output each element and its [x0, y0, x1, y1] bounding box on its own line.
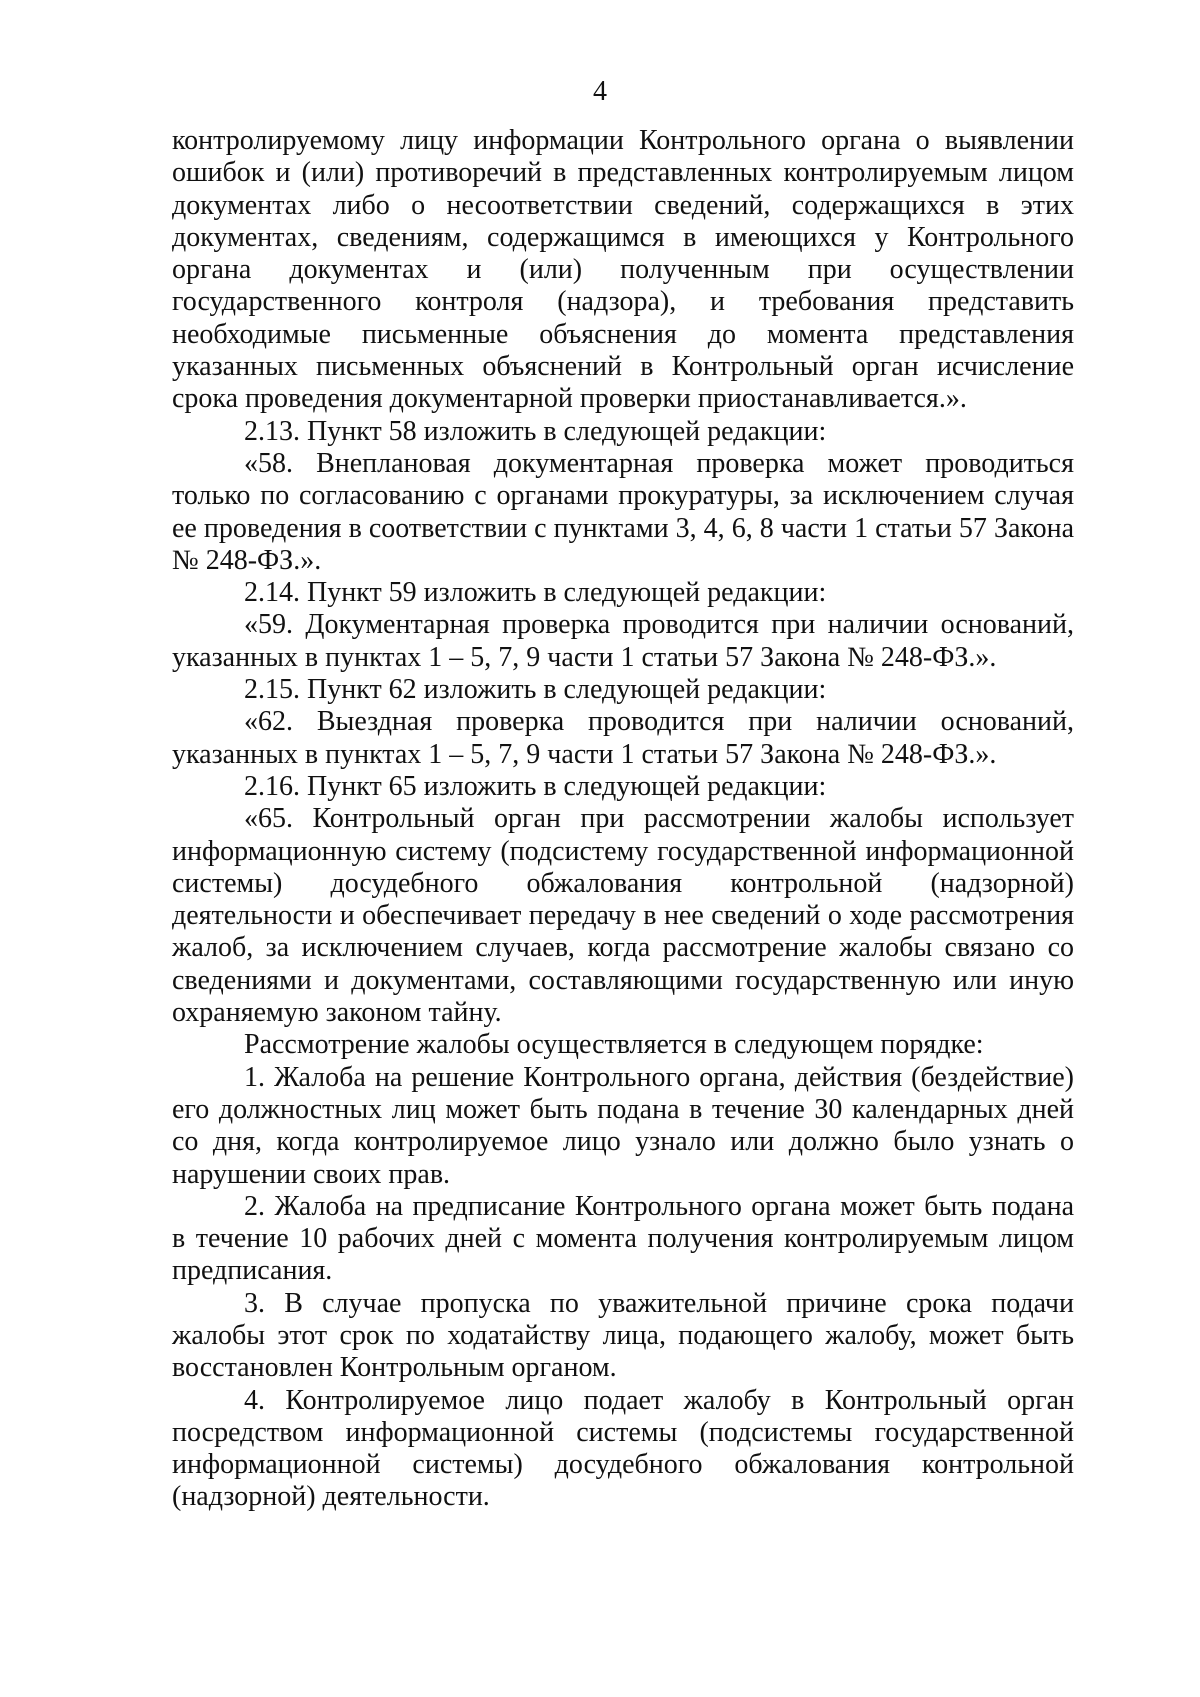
paragraph-item-2-16: 2.16. Пункт 65 изложить в следующей редакции:	[244, 770, 827, 802]
paragraph-list-item-3: 3. В случае пропуска по уважительной причине срока подачи жалобы этот срок по ходатайству лица, подающего жалобу, может быть восстановлен Контрольным органом.	[172, 1287, 1074, 1384]
paragraph-list-item-4: 4. Контролируемое лицо подает жалобу в Контрольный орган посредством информационной системы (подсистемы государственной информационной системы) досудебного обжалования контрольной (надзорной) деятельности.	[172, 1384, 1074, 1513]
paragraph-item-2-13: 2.13. Пункт 58 изложить в следующей редакции:	[244, 415, 827, 447]
paragraph-item-2-14: 2.14. Пункт 59 изложить в следующей редакции:	[244, 577, 827, 609]
page-number: 4	[593, 76, 607, 107]
paragraph-quote-58: «58. Внеплановая документарная проверка может проводиться только по согласованию с органами прокуратуры, за исключением случая ее проведения в соответствии с пунктами 3, 4, 6, 8 части 1 статьи 57 Закона № 248-ФЗ.».	[172, 447, 1074, 576]
paragraph-list-item-2: 2. Жалоба на предписание Контрольного органа может быть подана в течение 10 рабочих дней с момента получения контролируемым лицом предписания.	[172, 1190, 1074, 1287]
paragraph-quote-62: «62. Выездная проверка проводится при наличии оснований, указанных в пунктах 1 – 5, 7, 9 части 1 статьи 57 Закона № 248-ФЗ.».	[172, 706, 1074, 770]
paragraph-quote-65: «65. Контрольный орган при рассмотрении жалобы использует информационную систему (подсистему государственной информационной системы) досудебного обжалования контрольной (надзорной) деятельности и обеспечивает передачу в нее сведений о ходе рассмотрения жалоб, за исключением случаев, когда рассмотрение жалобы связано со сведениями и документами, составляющими государственную или иную охраняемую законом тайну.	[172, 803, 1074, 1029]
document-body	[172, 125, 1074, 1514]
paragraph-continuation: контролируемому лицу информации Контрольного органа о выявлении ошибок и (или) противоречий в представленных контролируемым лицом документах либо о несоответствии сведений, содержащихся в этих документах, сведениям, содержащимся в имеющихся у Контрольного органа документах и (или) полученным при осуществлении государственного контроля (надзора), и требования представить необходимые письменные объяснения до момента представления указанных письменных объяснений в Контрольный орган исчисление срока проведения документарной проверки приостанавливается.».	[172, 125, 1074, 415]
paragraph-complaint-procedure: Рассмотрение жалобы осуществляется в следующем порядке:	[244, 1029, 984, 1061]
paragraph-list-item-1: 1. Жалоба на решение Контрольного органа, действия (бездействие) его должностных лиц может быть подана в течение 30 календарных дней со дня, когда контролируемое лицо узнало или должно было узнать о нарушении своих прав.	[172, 1061, 1074, 1190]
paragraph-quote-59: «59. Документарная проверка проводится при наличии оснований, указанных в пунктах 1 – 5, 7, 9 части 1 статьи 57 Закона № 248-ФЗ.».	[172, 609, 1074, 673]
paragraph-item-2-15: 2.15. Пункт 62 изложить в следующей редакции:	[244, 674, 827, 706]
